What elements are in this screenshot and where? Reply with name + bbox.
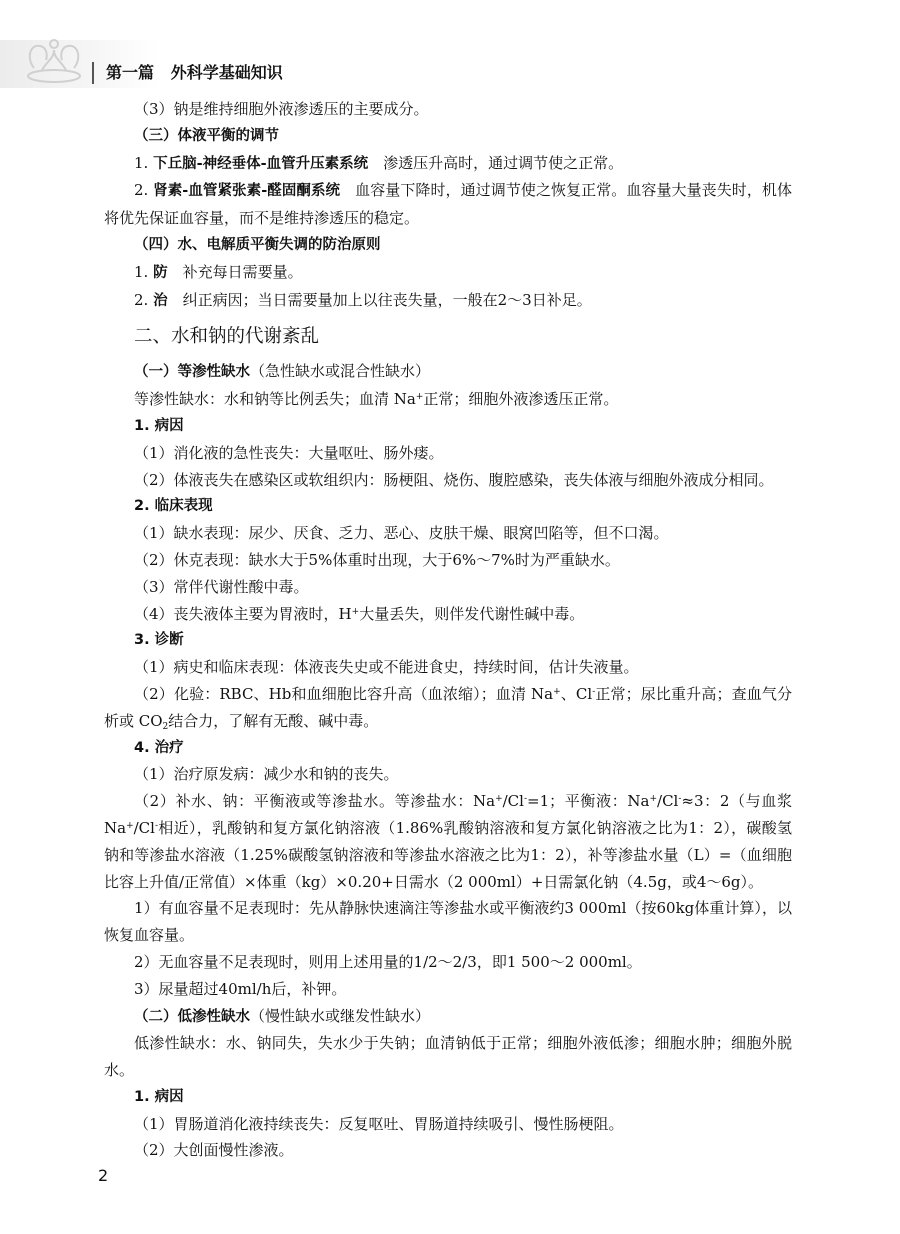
paragraph: 1. 下丘脑-神经垂体-血管升压素系统 渗透压升高时，通过调节使之正常。 xyxy=(134,153,624,172)
logo-icon xyxy=(16,30,96,90)
page-body xyxy=(104,96,792,1164)
section-heading: （四）水、电解质平衡失调的防治原则 xyxy=(134,236,381,253)
paragraph: 3）尿量超过40ml/h后，补钾。 xyxy=(134,979,347,998)
paragraph: 1）有血容量不足表现时：先从静脉快速滴注等渗盐水或平衡液约3 000ml（按60kg体重计算），以恢复血容量。 xyxy=(104,899,792,945)
paragraph: （3）常伴代谢性酸中毒。 xyxy=(134,577,309,596)
page-number: 2 xyxy=(98,1166,109,1185)
paragraph: 2. 肾素-血管紧张素-醛固酮系统 血容量下降时，通过调节使之恢复正常。血容量大量丧失时，机体将优先保证血容量，而不是维持渗透压的稳定。 xyxy=(104,181,792,228)
paragraph: （3）钠是维持细胞外液渗透压的主要成分。 xyxy=(134,100,429,118)
paragraph: （2）大创面慢性渗液。 xyxy=(134,1141,294,1160)
paragraph: 2）无血容量不足表现时，则用上述用量的1/2～2/3，即1 500～2 000ml。 xyxy=(134,952,642,971)
subsection-heading: 1. 病因 xyxy=(134,1088,184,1105)
paragraph: （1）消化液的急性丧失：大量呕吐、肠外瘘。 xyxy=(134,443,444,462)
paragraph: 低渗性缺水：水、钠同失，失水少于失钠；血清钠低于正常；细胞外液低渗；细胞水肿；细胞外脱水。 xyxy=(104,1034,792,1080)
paragraph: 等渗性缺水：水和钠等比例丢失；血清 Na+正常；细胞外液渗透压正常。 xyxy=(134,390,619,409)
subsection-heading: 2. 临床表现 xyxy=(134,498,213,515)
paragraph: （2）补水、钠：平衡液或等渗盐水。等渗盐水：Na+/Cl-=1；平衡液：Na+/Cl-≈3：2（与血浆 Na+/Cl-相近），乳酸钠和复方氯化钠溶液（1.86%乳酸钠溶液和复方氯化钠溶液之比为1：2），碳酸氢钠和等渗盐水溶液（1.25%碳酸氢钠溶液和等渗盐水溶液之比为1：2），补等渗盐水量（L）=（血细胞比容上升值/正常值）×体重（kg）×0.20+日需水（2 000ml）+日需氯化钠（4.5g，或4～6g）。 xyxy=(104,792,792,891)
paragraph: （二）低渗性缺水（慢性缺水或继发性缺水） xyxy=(134,1006,431,1025)
subsection-heading: 3. 诊断 xyxy=(134,632,184,649)
header-separator xyxy=(92,62,94,84)
paragraph: （2）化验：RBC、Hb和血细胞比容升高（血浓缩）；血清 Na+、Cl-正常；尿比重升高；查血气分析或 $CO_2$结合力，了解有无酸、碱中毒。 xyxy=(104,684,792,732)
running-header: 第一篇 外科学基础知识 xyxy=(106,63,283,82)
paragraph: （2）休克表现：缺水大于5%体重时出现，大于6%～7%时为严重缺水。 xyxy=(134,550,620,569)
paragraph: （一）等渗性缺水（急性缺水或混合性缺水） xyxy=(134,362,431,381)
subsection-heading: 4. 治疗 xyxy=(134,739,184,756)
paragraph: （1）治疗原发病：减少水和钠的丧失。 xyxy=(134,765,399,784)
section-heading: （三）体液平衡的调节 xyxy=(134,127,279,144)
paragraph: 2. 治 纠正病因；当日需要量加上以往丧失量，一般在2～3日补足。 xyxy=(134,290,592,309)
paragraph: （1）病史和临床表现：体液丧失史或不能进食史，持续时间，估计失液量。 xyxy=(134,658,639,677)
paragraph: （2）体液丧失在感染区或软组织内：肠梗阻、烧伤、腹腔感染，丧失体液与细胞外液成分相同。 xyxy=(134,470,774,489)
paragraph: 1. 防 补充每日需要量。 xyxy=(134,262,303,281)
paragraph: （1）胃肠道消化液持续丧失：反复呕吐、胃肠道持续吸引、慢性肠梗阻。 xyxy=(134,1114,624,1133)
page-header xyxy=(0,0,900,100)
paragraph: （1）缺水表现：尿少、厌食、乏力、恶心、皮肤干燥、眼窝凹陷等，但不口渴。 xyxy=(134,524,669,543)
paragraph: （4）丧失液体主要为胃液时，H+大量丢失，则伴发代谢性碱中毒。 xyxy=(134,604,585,623)
subsection-heading: 1. 病因 xyxy=(134,417,184,434)
chapter-heading: 二、水和钠的代谢紊乱 xyxy=(134,326,320,348)
